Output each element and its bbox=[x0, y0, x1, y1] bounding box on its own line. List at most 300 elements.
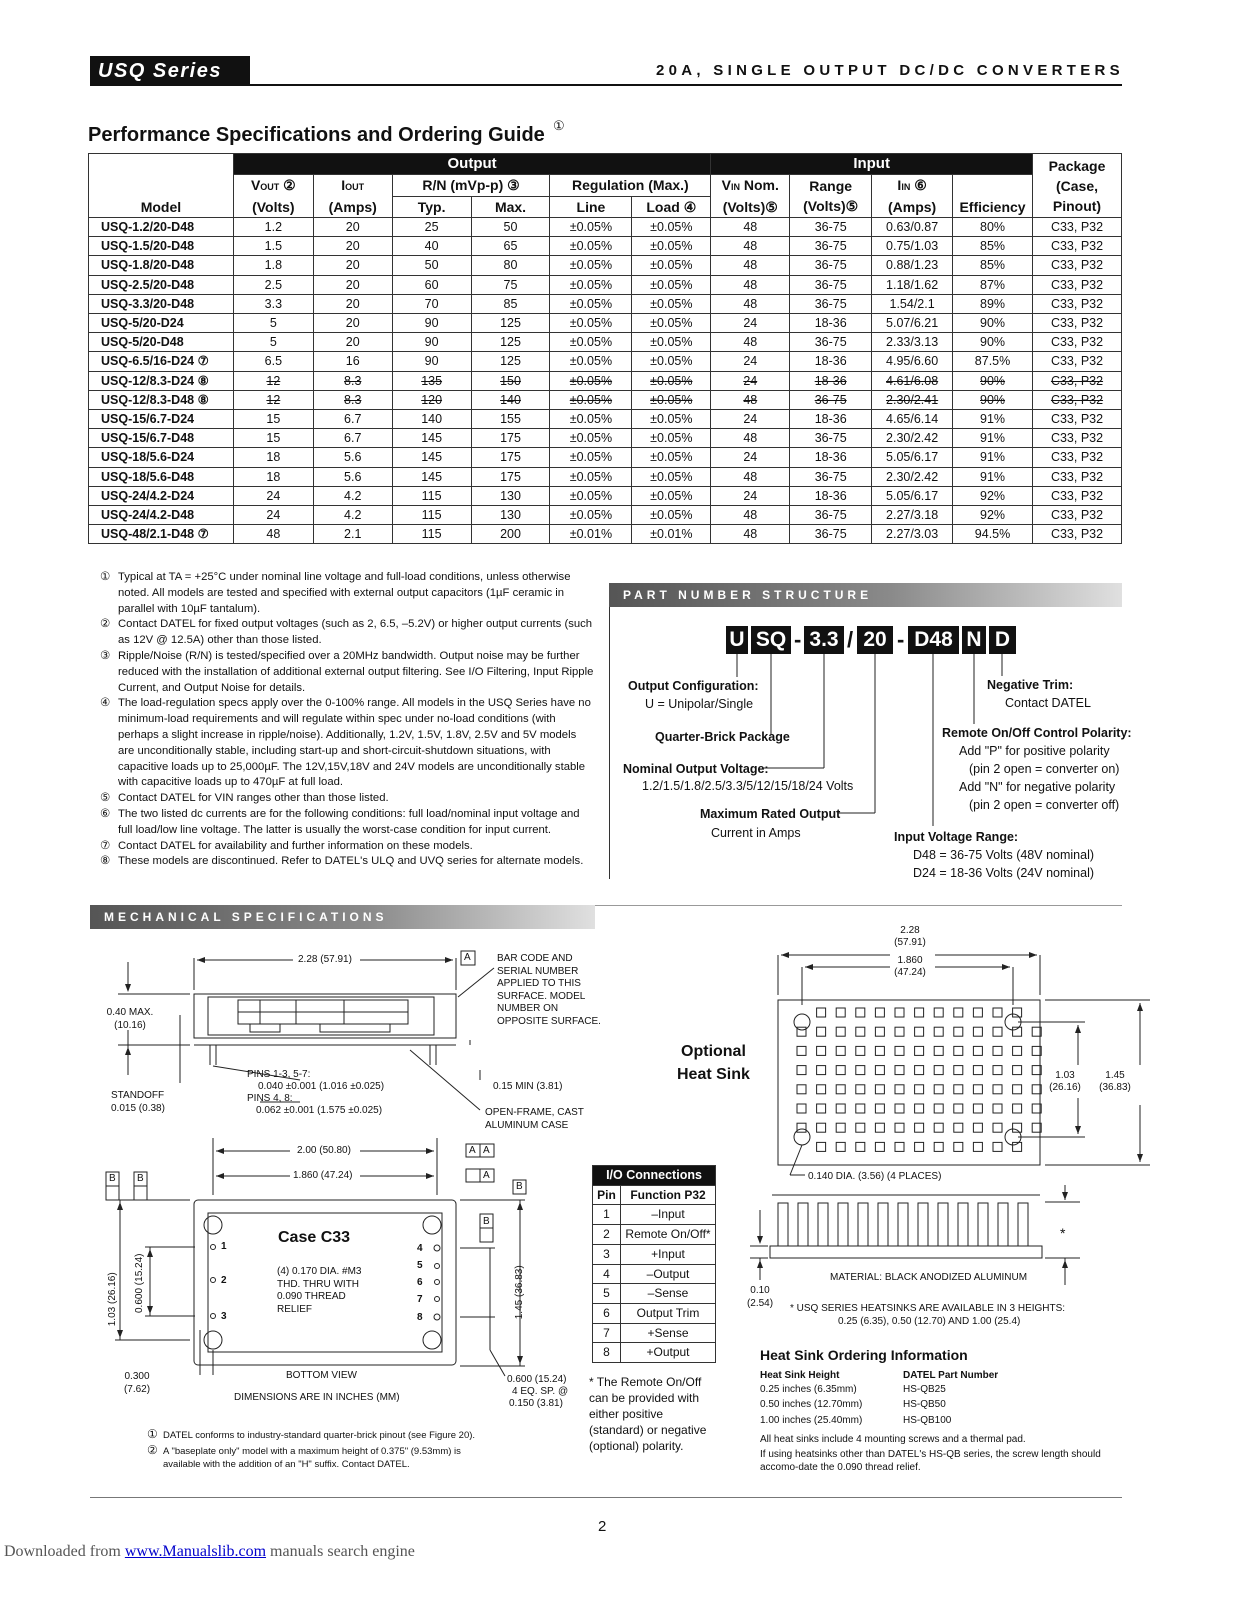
cell-typ: 90 bbox=[392, 314, 471, 333]
io-fn: –Output bbox=[621, 1264, 716, 1284]
cell-iout: 20 bbox=[313, 218, 392, 237]
cell-range: 18-36 bbox=[790, 410, 872, 429]
footnote-text: Contact DATEL for fixed output voltages (such as 2, 6.5, –5.2V) or higher output currents (such as 12V @ 12.5A) other than those listed. bbox=[118, 618, 593, 647]
cell-iin: 2.27/3.03 bbox=[872, 525, 953, 544]
heatsink-pin bbox=[993, 1008, 1002, 1017]
cell-load: ±0.05% bbox=[632, 314, 711, 333]
cell-model: USQ-1.8/20-D48 bbox=[89, 256, 234, 275]
cell-range: 36-75 bbox=[790, 429, 872, 448]
heatsink-pin bbox=[875, 1066, 884, 1075]
hs-row-height: 0.25 inches (6.35mm) bbox=[760, 1384, 857, 1395]
heatsink-pin bbox=[836, 1008, 845, 1017]
cell-iout: 20 bbox=[313, 275, 392, 294]
fn1-text: DATEL conforms to industry-standard quarter-brick pinout (see Figure 20). bbox=[163, 1430, 476, 1441]
heatsink-pin bbox=[875, 1046, 884, 1055]
heatsink-pin bbox=[817, 1046, 826, 1055]
cell-typ: 60 bbox=[392, 275, 471, 294]
cell-range: 36-75 bbox=[790, 218, 872, 237]
footnote-text: These models are discontinued. Refer to DATEL's ULQ and UVQ series for alternate models. bbox=[118, 855, 584, 868]
cell-load: ±0.05% bbox=[632, 506, 711, 525]
cell-max: 200 bbox=[471, 525, 550, 544]
cell-pkg: C33, P32 bbox=[1033, 294, 1122, 313]
cell-vin: 24 bbox=[711, 486, 790, 505]
footer-rule bbox=[90, 1497, 1122, 1498]
pin-1-label: 1 bbox=[221, 1241, 227, 1252]
cell-load: ±0.05% bbox=[632, 237, 711, 256]
header-typ: Typ. bbox=[392, 196, 471, 218]
cell-range: 18-36 bbox=[790, 352, 872, 371]
cell-range: 18-36 bbox=[790, 448, 872, 467]
cell-load: ±0.01% bbox=[632, 525, 711, 544]
open-frame-note: OPEN-FRAME, CAST ALUMINUM CASE bbox=[485, 1107, 584, 1131]
cell-typ: 40 bbox=[392, 237, 471, 256]
code-voltage: 3.3 bbox=[804, 626, 844, 654]
heatsink-pin bbox=[915, 1027, 924, 1036]
code-u: U bbox=[726, 626, 748, 654]
heatsink-pin bbox=[993, 1046, 1002, 1055]
cell-vin: 48 bbox=[711, 275, 790, 294]
heatsink-pin bbox=[915, 1066, 924, 1075]
heatsink-pin bbox=[856, 1104, 865, 1113]
heatsink-pin bbox=[895, 1008, 904, 1017]
cell-eff: 87% bbox=[953, 275, 1033, 294]
heatsink-pin bbox=[895, 1085, 904, 1094]
pin-2-label: 2 bbox=[221, 1275, 227, 1286]
heatsink-pin bbox=[1013, 1123, 1022, 1132]
dim-0600-c: 0.150 (3.81) bbox=[509, 1398, 563, 1409]
header-load: Load ④ bbox=[632, 196, 711, 218]
cell-range: 18-36 bbox=[790, 314, 872, 333]
download-note: Downloaded from www.Manualslib.com manuals search engine bbox=[4, 1543, 415, 1560]
io-fn: +Output bbox=[621, 1343, 716, 1363]
cell-vin: 48 bbox=[711, 294, 790, 313]
standoff-value: 0.015 (0.38) bbox=[111, 1103, 165, 1114]
heatsink-pin bbox=[797, 1027, 806, 1036]
cell-range: 36-75 bbox=[790, 256, 872, 275]
datum-a-box-1: A bbox=[483, 1145, 490, 1156]
heatsink-pin bbox=[836, 1066, 845, 1075]
datum-b-1: B bbox=[516, 1181, 523, 1192]
heatsink-fin bbox=[938, 1203, 948, 1246]
input-range-label: Input Voltage Range: bbox=[894, 830, 1019, 844]
footnote-text: The two listed dc currents are for the following conditions: full load/nominal input voltage and full load/low line voltage. The latter is usually the worst-case condition for input current. bbox=[118, 807, 580, 836]
cell-max: 125 bbox=[471, 314, 550, 333]
heatsink-pin bbox=[856, 1027, 865, 1036]
cell-line: ±0.05% bbox=[550, 256, 632, 275]
cell-model: USQ-15/6.7-D48 bbox=[89, 429, 234, 448]
pins-2: 0.040 ±0.001 (1.016 ±0.025) bbox=[258, 1081, 385, 1092]
heatsink-pin bbox=[895, 1142, 904, 1151]
cell-vout: 18 bbox=[233, 467, 313, 486]
cell-model: USQ-18/5.6-D48 bbox=[89, 467, 234, 486]
cell-load: ±0.05% bbox=[632, 410, 711, 429]
max-040-mm: (10.16) bbox=[114, 1020, 146, 1031]
cell-vin: 48 bbox=[711, 256, 790, 275]
cell-vin: 48 bbox=[711, 506, 790, 525]
cell-range: 36-75 bbox=[790, 294, 872, 313]
heatsink-pin bbox=[875, 1027, 884, 1036]
cell-pkg: C33, P32 bbox=[1033, 486, 1122, 505]
cell-iin: 2.30/2.42 bbox=[872, 429, 953, 448]
datum-b-4: B bbox=[483, 1216, 490, 1227]
heatsink-pin bbox=[973, 1123, 982, 1132]
footnote-mark: ⑦ bbox=[100, 839, 111, 852]
heatsink-pin bbox=[954, 1008, 963, 1017]
footnote-text: Contact DATEL for VIN ranges other than those listed. bbox=[118, 792, 389, 805]
heatsink-pin bbox=[875, 1142, 884, 1151]
footnote-mark: ① bbox=[100, 571, 111, 583]
heatsink-fin bbox=[838, 1203, 848, 1246]
cell-pkg: C33, P32 bbox=[1033, 429, 1122, 448]
heatsink-pin bbox=[915, 1046, 924, 1055]
heatsink-fin bbox=[858, 1203, 868, 1246]
cell-load: ±0.05% bbox=[632, 371, 711, 390]
pin-5-label: 5 bbox=[417, 1260, 423, 1271]
cell-iin: 2.27/3.18 bbox=[872, 506, 953, 525]
cell-eff: 90% bbox=[953, 390, 1033, 409]
io-row bbox=[593, 1205, 716, 1225]
cell-iout: 20 bbox=[313, 256, 392, 275]
cell-line: ±0.05% bbox=[550, 352, 632, 371]
fn1-mark: ① bbox=[147, 1427, 158, 1441]
manualslib-link[interactable]: www.Manualslib.com bbox=[124, 1543, 267, 1560]
cell-load: ±0.05% bbox=[632, 467, 711, 486]
heatsink-title: Optional Heat Sink bbox=[677, 1043, 750, 1083]
io-row bbox=[593, 1264, 716, 1284]
nominal-text: 1.2/1.5/1.8/2.5/3.3/5/12/15/18/24 Volts bbox=[642, 779, 854, 793]
code-n: N bbox=[962, 626, 986, 654]
remote-l1: Add "P" for positive polarity bbox=[959, 744, 1110, 758]
cell-iin: 4.65/6.14 bbox=[872, 410, 953, 429]
cell-load: ±0.05% bbox=[632, 429, 711, 448]
cell-eff: 94.5% bbox=[953, 525, 1033, 544]
cell-iout: 4.2 bbox=[313, 506, 392, 525]
heatsink-pin bbox=[934, 1008, 943, 1017]
heatsink-pin bbox=[856, 1046, 865, 1055]
cell-iin: 4.61/6.08 bbox=[872, 371, 953, 390]
series-label: USQ Series bbox=[90, 56, 250, 86]
cell-vin: 48 bbox=[711, 237, 790, 256]
cell-model: USQ-5/20-D24 bbox=[89, 314, 234, 333]
cell-vout: 1.8 bbox=[233, 256, 313, 275]
footnote-mark: ② bbox=[100, 618, 111, 631]
code-sep-2: / bbox=[847, 627, 854, 652]
cell-line: ±0.05% bbox=[550, 448, 632, 467]
heatsink-pin bbox=[934, 1123, 943, 1132]
cell-iin: 5.05/6.17 bbox=[872, 486, 953, 505]
cell-max: 175 bbox=[471, 467, 550, 486]
pins-3: PINS 4, 8: bbox=[247, 1093, 293, 1104]
cell-typ: 90 bbox=[392, 333, 471, 352]
cell-eff: 91% bbox=[953, 410, 1033, 429]
header-input: Input bbox=[711, 154, 1033, 175]
heatsink-pin bbox=[973, 1085, 982, 1094]
remote-l2: (pin 2 open = converter on) bbox=[969, 762, 1120, 776]
io-row bbox=[593, 1284, 716, 1304]
part-number-bar: PART NUMBER STRUCTURE bbox=[609, 583, 1122, 607]
heatsink-pin bbox=[856, 1142, 865, 1151]
cell-pkg: C33, P32 bbox=[1033, 352, 1122, 371]
heatsink-pin bbox=[934, 1142, 943, 1151]
cell-iin: 5.05/6.17 bbox=[872, 448, 953, 467]
footnote-text: The load-regulation specs apply over the 0-100% range. All models in the USQ Series have no minimum-load requirements and will regulate within spec under no-load conditions (with perhaps a slight increase in ripple/noise). Additionally, 1.2V, 1.5V, 1.8V, 2.5V and 5V models are unconditionally stable, including start-up and short-circuit-shutdown situations, with capacitive loads up to 25,000µF. The 12V,15V,18V and 24V models are unconditionally stable with capacitive loads up to 470µF at full load. bbox=[118, 697, 591, 789]
io-row bbox=[593, 1225, 716, 1245]
cell-pkg: C33, P32 bbox=[1033, 314, 1122, 333]
input-range-l1: D48 = 36-75 Volts (48V nominal) bbox=[913, 848, 1095, 862]
cell-max: 85 bbox=[471, 294, 550, 313]
cell-pkg: C33, P32 bbox=[1033, 448, 1122, 467]
cell-eff: 80% bbox=[953, 218, 1033, 237]
cell-vin: 48 bbox=[711, 429, 790, 448]
code-current: 20 bbox=[857, 626, 893, 654]
cell-eff: 85% bbox=[953, 237, 1033, 256]
cell-range: 36-75 bbox=[790, 237, 872, 256]
io-pin: 6 bbox=[593, 1303, 621, 1323]
cell-vout: 48 bbox=[233, 525, 313, 544]
cell-load: ±0.05% bbox=[632, 352, 711, 371]
heatsink-pin bbox=[973, 1066, 982, 1075]
cell-iin: 2.30/2.41 bbox=[872, 390, 953, 409]
cell-line: ±0.05% bbox=[550, 486, 632, 505]
heatsink-pin bbox=[895, 1027, 904, 1036]
fn2-text: A "baseplate only" model with a maximum height of 0.375" (9.53mm) is available with the addition of an "H" suffix. Contact DATEL. bbox=[163, 1446, 461, 1470]
cell-range: 36-75 bbox=[790, 506, 872, 525]
dim-200: 2.00 (50.80) bbox=[297, 1145, 351, 1156]
cell-model: USQ-48/2.1-D48 ⑦ bbox=[89, 525, 234, 544]
cell-pkg: C33, P32 bbox=[1033, 333, 1122, 352]
output-config-text: U = Unipolar/Single bbox=[645, 697, 754, 711]
heatsink-pin bbox=[1013, 1104, 1022, 1113]
io-fn: Output Trim bbox=[621, 1303, 716, 1323]
heatsink-fin bbox=[958, 1203, 968, 1246]
footnote-text: Contact DATEL for availability and further information on these models. bbox=[118, 839, 473, 852]
heatsink-pin bbox=[895, 1123, 904, 1132]
header-efficiency: Efficiency bbox=[953, 175, 1033, 218]
io-fn: –Input bbox=[621, 1205, 716, 1225]
cell-eff: 90% bbox=[953, 371, 1033, 390]
cell-max: 75 bbox=[471, 275, 550, 294]
nominal-label: Nominal Output Voltage: bbox=[623, 762, 769, 776]
min-015: 0.15 MIN (3.81) bbox=[493, 1081, 563, 1092]
heatsink-pin bbox=[973, 1027, 982, 1036]
heatsink-pin bbox=[954, 1142, 963, 1151]
cell-line: ±0.05% bbox=[550, 218, 632, 237]
heatsink-pin bbox=[934, 1085, 943, 1094]
cell-model: USQ-2.5/20-D48 bbox=[89, 275, 234, 294]
cell-load: ±0.05% bbox=[632, 390, 711, 409]
datum-b-2: B bbox=[109, 1173, 116, 1184]
cell-line: ±0.05% bbox=[550, 294, 632, 313]
hs-dim-1860: 1.860 bbox=[897, 955, 923, 966]
hs-dim-145-mm: (36.83) bbox=[1099, 1082, 1131, 1093]
cell-load: ±0.05% bbox=[632, 275, 711, 294]
hs-dim-1860-mm: (47.24) bbox=[894, 967, 926, 978]
cell-typ: 90 bbox=[392, 352, 471, 371]
cell-pkg: C33, P32 bbox=[1033, 390, 1122, 409]
heatsink-pin bbox=[817, 1066, 826, 1075]
standoff-label: STANDOFF bbox=[111, 1090, 165, 1101]
cell-iout: 8.3 bbox=[313, 371, 392, 390]
code-sep-3: - bbox=[897, 627, 905, 652]
barcode-note: BAR CODE AND SERIAL NUMBER APPLIED TO THIS SURFACE. MODEL NUMBER ON OPPOSITE SURFACE. bbox=[497, 953, 601, 1027]
cell-vin: 24 bbox=[711, 410, 790, 429]
heatsink-pin bbox=[817, 1027, 826, 1036]
heatsink-fin bbox=[1018, 1203, 1028, 1246]
cell-line: ±0.05% bbox=[550, 506, 632, 525]
heatsink-pin bbox=[915, 1085, 924, 1094]
cell-iin: 4.95/6.60 bbox=[872, 352, 953, 371]
case-label: Case C33 bbox=[278, 1229, 351, 1246]
header-vin: VIN Nom. (Volts)⑤ bbox=[711, 175, 790, 218]
cell-max: 50 bbox=[471, 218, 550, 237]
heatsink-pin bbox=[836, 1027, 845, 1036]
cell-iout: 20 bbox=[313, 333, 392, 352]
cell-max: 150 bbox=[471, 371, 550, 390]
cell-eff: 91% bbox=[953, 429, 1033, 448]
cell-max: 155 bbox=[471, 410, 550, 429]
heatsink-pin bbox=[836, 1142, 845, 1151]
io-row bbox=[593, 1343, 716, 1363]
heatsink-pin bbox=[817, 1142, 826, 1151]
heatsink-pin bbox=[934, 1027, 943, 1036]
cell-typ: 145 bbox=[392, 429, 471, 448]
cell-max: 125 bbox=[471, 333, 550, 352]
footnote-text: Typical at TA = +25°C under nominal line voltage and full-load conditions, unless otherwise noted. All models are tested and specified with external output capacitors (1µF ceramic in parallel with 10µF tantalum). bbox=[118, 571, 571, 615]
cell-range: 36-75 bbox=[790, 275, 872, 294]
heatsink-pin bbox=[993, 1142, 1002, 1151]
cell-range: 18-36 bbox=[790, 486, 872, 505]
cell-pkg: C33, P32 bbox=[1033, 467, 1122, 486]
cell-line: ±0.05% bbox=[550, 237, 632, 256]
heatsink-pin bbox=[836, 1046, 845, 1055]
datum-a-box-2: A bbox=[483, 1170, 490, 1181]
heatsink-pin bbox=[1013, 1066, 1022, 1075]
cell-range: 18-36 bbox=[790, 371, 872, 390]
code-d: D bbox=[989, 626, 1016, 654]
code-input: D48 bbox=[908, 626, 959, 654]
header-line: Line bbox=[550, 196, 632, 218]
hs-row-height: 1.00 inches (25.40mm) bbox=[760, 1415, 863, 1426]
cell-typ: 145 bbox=[392, 448, 471, 467]
hs-row-part: HS-QB25 bbox=[903, 1384, 946, 1395]
io-pin: 8 bbox=[593, 1343, 621, 1363]
cell-pkg: C33, P32 bbox=[1033, 371, 1122, 390]
cell-iin: 5.07/6.21 bbox=[872, 314, 953, 333]
heatsink-pin bbox=[836, 1123, 845, 1132]
cell-vin: 48 bbox=[711, 525, 790, 544]
heatsink-pin bbox=[954, 1123, 963, 1132]
dim-0300-mm: (7.62) bbox=[123, 1384, 151, 1395]
io-row bbox=[593, 1323, 716, 1343]
dim-228: 2.28 (57.91) bbox=[298, 954, 352, 965]
header-range: Range (Volts)⑤ bbox=[790, 175, 872, 218]
footnote-mark: ⑥ bbox=[100, 807, 111, 820]
cell-iout: 5.6 bbox=[313, 448, 392, 467]
heatsink-pin bbox=[973, 1046, 982, 1055]
hs-col-part: DATEL Part Number bbox=[903, 1370, 999, 1381]
package-label: Quarter-Brick Package bbox=[655, 730, 790, 744]
cell-range: 36-75 bbox=[790, 467, 872, 486]
heatsink-pin bbox=[875, 1123, 884, 1132]
remote-l3: Add "N" for negative polarity bbox=[959, 780, 1116, 794]
heatsink-pin bbox=[875, 1008, 884, 1017]
dim-103: 1.03 (26.16) bbox=[106, 1272, 118, 1327]
header-rn: R/N (mVp-p) ③ bbox=[392, 175, 550, 197]
max-040: 0.40 MAX. bbox=[106, 1007, 154, 1018]
cell-typ: 140 bbox=[392, 410, 471, 429]
cell-vin: 48 bbox=[711, 218, 790, 237]
max-output-text: Current in Amps bbox=[711, 826, 801, 840]
cell-max: 140 bbox=[471, 390, 550, 409]
hs-note-2: If using heatsinks other than DATEL's HS-QB series, the screw length should accomo-date the 0.090 thread relief. bbox=[760, 1449, 1101, 1473]
heatsink-pin bbox=[895, 1104, 904, 1113]
heatsink-fin bbox=[978, 1203, 988, 1246]
hs-dim-103: 1.03 bbox=[1055, 1070, 1075, 1081]
io-title: I/O Connections bbox=[593, 1166, 716, 1186]
pin-4-label: 4 bbox=[417, 1243, 423, 1254]
io-function-header: Function P32 bbox=[621, 1185, 716, 1205]
page-title: Performance Specifications and Ordering Guide bbox=[88, 124, 545, 146]
cell-pkg: C33, P32 bbox=[1033, 506, 1122, 525]
cell-load: ±0.05% bbox=[632, 333, 711, 352]
cell-eff: 85% bbox=[953, 256, 1033, 275]
cell-vout: 18 bbox=[233, 448, 313, 467]
cell-model: USQ-12/8.3-D48 ⑧ bbox=[89, 390, 234, 409]
hs-dim-228-mm: (57.91) bbox=[894, 937, 926, 948]
footnote-mark: ⑧ bbox=[100, 855, 111, 868]
cell-eff: 89% bbox=[953, 294, 1033, 313]
cell-max: 175 bbox=[471, 448, 550, 467]
cell-model: USQ-5/20-D48 bbox=[89, 333, 234, 352]
cell-vout: 3.3 bbox=[233, 294, 313, 313]
cell-vout: 12 bbox=[233, 371, 313, 390]
cell-eff: 90% bbox=[953, 333, 1033, 352]
cell-typ: 50 bbox=[392, 256, 471, 275]
header-title: 20A, SINGLE OUTPUT DC/DC CONVERTERS bbox=[655, 62, 1124, 79]
header-regulation: Regulation (Max.) bbox=[550, 175, 711, 197]
heatsink-pin bbox=[973, 1142, 982, 1151]
pin-8-label: 8 bbox=[417, 1312, 423, 1323]
cell-vin: 48 bbox=[711, 390, 790, 409]
heatsink-pin bbox=[954, 1085, 963, 1094]
io-pin: 4 bbox=[593, 1264, 621, 1284]
cell-vout: 5 bbox=[233, 314, 313, 333]
cell-vin: 48 bbox=[711, 333, 790, 352]
header-max: Max. bbox=[471, 196, 550, 218]
heatsink-pin bbox=[797, 1046, 806, 1055]
remote-l4: (pin 2 open = converter off) bbox=[969, 798, 1120, 812]
cell-range: 36-75 bbox=[790, 333, 872, 352]
header-model: Model bbox=[89, 196, 234, 218]
io-connections-table bbox=[592, 1165, 716, 1363]
cell-iin: 2.30/2.42 bbox=[872, 467, 953, 486]
cell-line: ±0.05% bbox=[550, 275, 632, 294]
pin-7-label: 7 bbox=[417, 1294, 423, 1305]
remote-label: Remote On/Off Control Polarity: bbox=[942, 726, 1132, 740]
cell-model: USQ-1.2/20-D48 bbox=[89, 218, 234, 237]
cell-iout: 20 bbox=[313, 314, 392, 333]
fn2-mark: ② bbox=[147, 1443, 158, 1457]
datum-b-box-1: A bbox=[469, 1145, 476, 1156]
cell-iout: 6.7 bbox=[313, 429, 392, 448]
cell-eff: 91% bbox=[953, 467, 1033, 486]
hs-dim-103-mm: (26.16) bbox=[1049, 1082, 1081, 1093]
heatsink-pin bbox=[875, 1085, 884, 1094]
holes-note: (4) 0.170 DIA. #M3 THD. THRU WITH 0.090 THREAD RELIEF bbox=[277, 1266, 362, 1315]
header-vout: VOUT ② (Volts) bbox=[233, 175, 313, 218]
neg-trim-label: Negative Trim: bbox=[987, 678, 1074, 692]
heatsink-pin bbox=[836, 1104, 845, 1113]
